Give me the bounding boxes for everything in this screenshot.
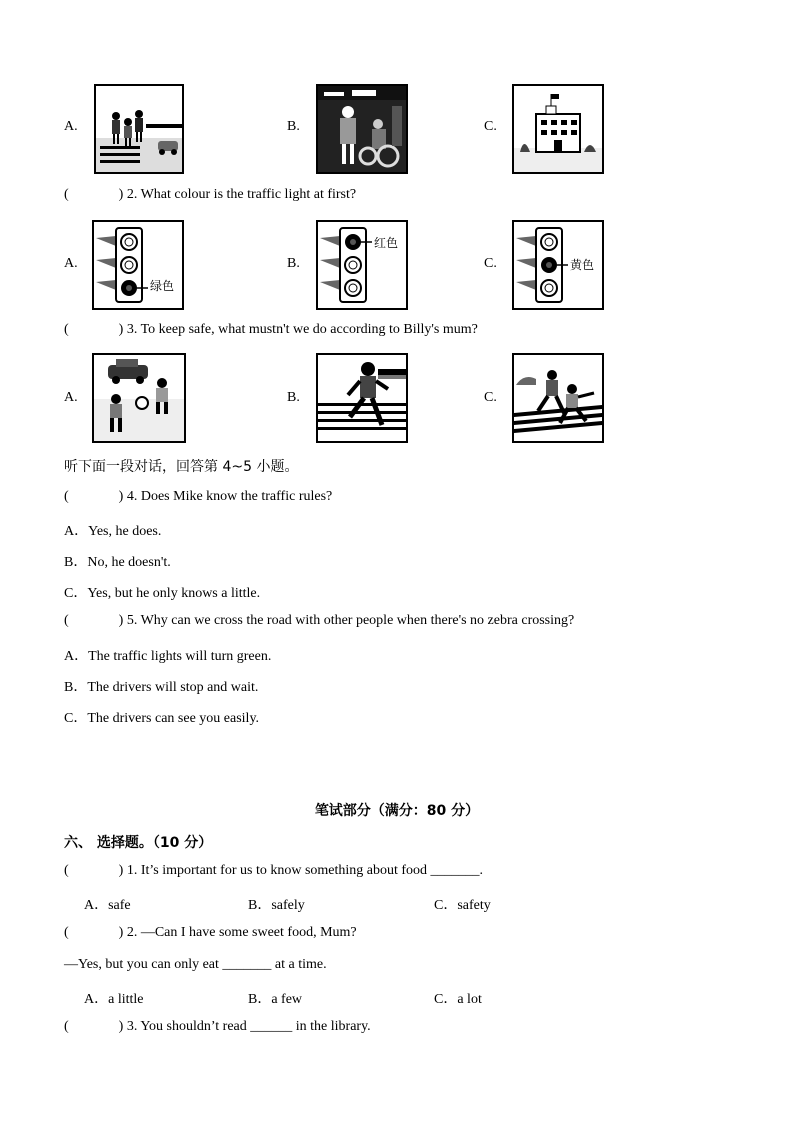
question-5-text: 5. Why can we cross the road with other people when there's no zebra crossing? — [126, 613, 575, 628]
question-3 — [64, 322, 478, 338]
answer-paren-close: ) — [118, 925, 124, 940]
written-question-1 — [64, 863, 483, 879]
w1-choice-b: B．safely — [248, 898, 305, 913]
written-question-3 — [64, 1019, 371, 1035]
q2-label-red: 红色 — [374, 236, 399, 250]
answer-paren-open: ( — [64, 613, 69, 628]
q3-option-b-label: B. — [287, 390, 300, 405]
q1-option-c-label: C. — [484, 119, 497, 134]
answer-paren-open: ( — [64, 489, 69, 504]
q3-option-c-label: C. — [484, 390, 497, 405]
q2-option-c-label: C. — [484, 256, 497, 271]
q1-option-a-image-crossing-people — [94, 84, 184, 174]
w2-choice-a: A．a little — [84, 992, 144, 1007]
q2-label-green: 绿色 — [150, 279, 175, 293]
question-3-text: 3. To keep safe, what mustn't we do according to Billy's mum? — [126, 322, 478, 337]
question-5 — [64, 613, 574, 629]
answer-paren-open: ( — [64, 322, 69, 337]
q3-option-a-label: A. — [64, 390, 78, 405]
written-section-title: 笔试部分（满分：80 分） — [314, 803, 480, 819]
answer-paren-close: ) — [118, 322, 124, 337]
question-2 — [64, 187, 356, 203]
answer-paren-open: ( — [64, 1019, 69, 1034]
written-question-2-text: 2. —Can I have some sweet food, Mum? — [126, 925, 357, 940]
written-question-3-text: 3. You shouldn’t read ______ in the library. — [126, 1019, 371, 1034]
answer-paren-close: ) — [118, 863, 124, 878]
q4-choice-c: C．Yes, but he only knows a little. — [64, 586, 261, 601]
written-question-2-reply: —Yes, but you can only eat _______ at a time. — [64, 957, 327, 972]
w1-choice-c: C．safety — [434, 898, 491, 913]
q2-option-a-label: A. — [64, 256, 78, 271]
q1-option-a-label: A. — [64, 119, 78, 134]
q2-option-b-label: B. — [287, 256, 300, 271]
q3-option-c-image-kids-running-crossing — [512, 353, 604, 443]
listening-section-intro: 听下面一段对话，回答第 4~5 小题。 — [64, 459, 299, 475]
q3-option-a-image-kids-playing-street — [92, 353, 186, 443]
q5-choice-b: B．The drivers will stop and wait. — [64, 680, 259, 695]
answer-paren-close: ) — [118, 1019, 124, 1034]
q5-choice-c: C．The drivers can see you easily. — [64, 711, 260, 726]
answer-paren-close: ) — [118, 613, 124, 628]
question-4-text: 4. Does Mike know the traffic rules? — [126, 489, 333, 504]
answer-paren-open: ( — [64, 925, 69, 940]
q4-choice-b: B．No, he doesn't. — [64, 555, 171, 570]
q3-option-b-image-running-crossing — [316, 353, 408, 443]
q5-choice-a: A．The traffic lights will turn green. — [64, 649, 272, 664]
written-question-2 — [64, 925, 357, 941]
answer-paren-open: ( — [64, 187, 69, 202]
w2-choice-b: B．a few — [248, 992, 303, 1007]
w1-choice-a: A．safe — [84, 898, 131, 913]
q1-option-b-image-busy-street — [316, 84, 408, 174]
answer-paren-open: ( — [64, 863, 69, 878]
q2-option-a-traffic-light-green — [92, 220, 184, 310]
question-4 — [64, 489, 332, 505]
answer-paren-close: ) — [118, 489, 124, 504]
q1-option-b-label: B. — [287, 119, 300, 134]
question-2-text: 2. What colour is the traffic light at first? — [126, 187, 357, 202]
q1-option-c-image-building — [512, 84, 604, 174]
q2-label-yellow: 黄色 — [570, 258, 595, 272]
section-6-title: 六、 选择题。（10 分） — [64, 835, 213, 851]
w2-choice-c: C．a lot — [434, 992, 482, 1007]
answer-paren-close: ) — [118, 187, 124, 202]
written-question-1-text: 1. It’s important for us to know something about food _______. — [126, 863, 484, 878]
q4-choice-a: A．Yes, he does. — [64, 524, 162, 539]
